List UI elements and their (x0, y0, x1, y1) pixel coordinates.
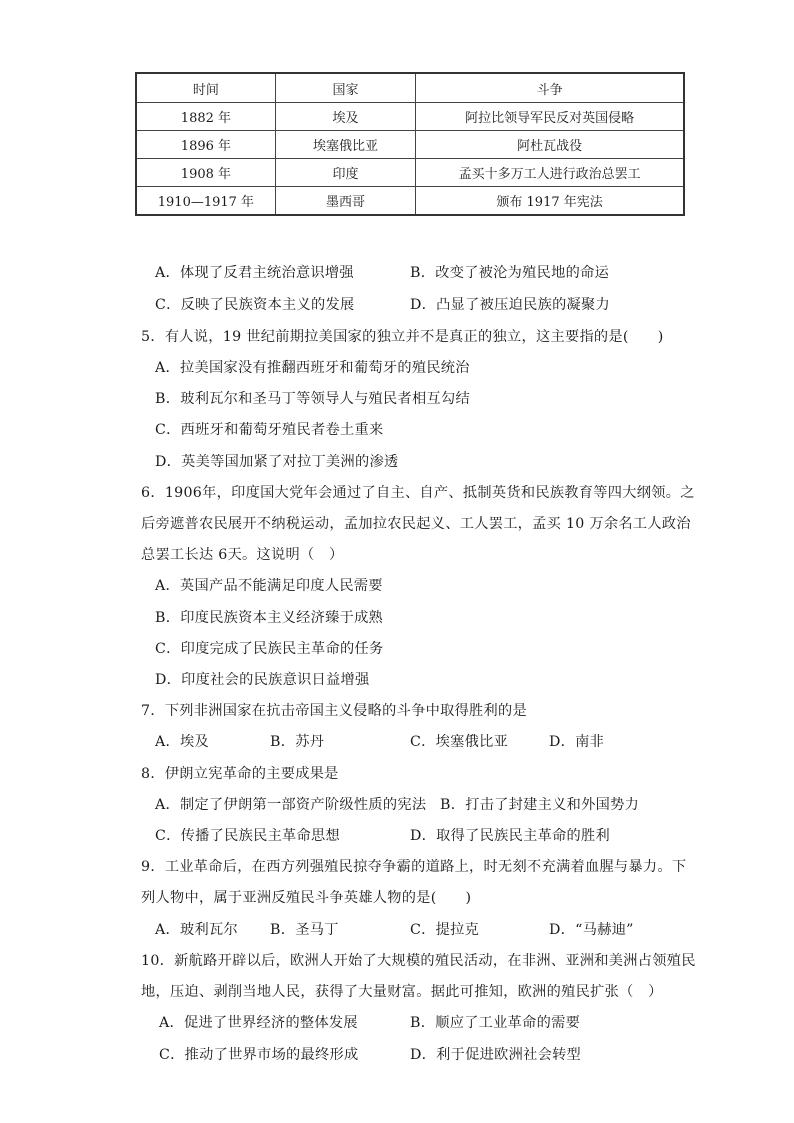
q6-option-a[interactable]: A．英国产品不能满足印度人民需要 (155, 578, 383, 594)
q9-stem-line1: 9．工业革命后，在西方列强殖民掠夺争霸的道路上，时无刻不充满着血腥与暴力。下 (141, 859, 687, 875)
q6-option-b[interactable]: B．印度民族资本主义经济臻于成熟 (155, 610, 384, 626)
q10-option-c[interactable]: C．推动了世界市场的最终形成 (159, 1047, 359, 1063)
header-struggle: 斗争 (416, 73, 684, 103)
cell-struggle: 孟买十多万工人进行政治总罢工 (416, 159, 684, 187)
q5-option-b[interactable]: B．玻利瓦尔和圣马丁等领导人与殖民者相互勾结 (155, 391, 470, 407)
q6-option-c[interactable]: C．印度完成了民族民主革命的任务 (155, 641, 384, 657)
table-row (136, 103, 684, 131)
q9-option-b[interactable]: B．圣马丁 (270, 922, 339, 938)
q9-stem-line2: 列人物中，属于亚洲反殖民斗争英雄人物的是( ) (141, 890, 472, 906)
q10-stem-line1: 10．新航路开辟以后，欧洲人开始了大规模的殖民活动，在非洲、亚洲和美洲占领殖民 (141, 953, 696, 969)
q5-option-d[interactable]: D．英美等国加紧了对拉丁美洲的渗透 (155, 454, 399, 470)
q8-stem: 8．伊朗立宪革命的主要成果是 (141, 766, 339, 782)
q7-option-b[interactable]: B．苏丹 (270, 734, 325, 750)
cell-struggle: 阿拉比领导军民反对英国侵略 (416, 103, 684, 131)
q6-option-d[interactable]: D．印度社会的民族意识日益增强 (155, 672, 370, 688)
q8-option-b[interactable]: B．打击了封建主义和外国势力 (440, 797, 640, 813)
q4-option-c[interactable]: C．反映了民族资本主义的发展 (155, 297, 355, 313)
q10-stem-line2: 地，压迫、剥削当地人民，获得了大量财富。据此可推知，欧洲的殖民扩张（ ） (141, 984, 663, 1000)
q7-option-d[interactable]: D．南非 (549, 734, 605, 750)
cell-struggle: 颁布 1917 年宪法 (416, 187, 684, 216)
q8-option-d[interactable]: D．取得了民族民主革命的胜利 (410, 828, 611, 844)
q5-option-c[interactable]: C．西班牙和葡萄牙殖民者卷土重来 (155, 422, 384, 438)
cell-country: 埃及 (275, 103, 415, 131)
cell-time: 1910—1917 年 (136, 187, 275, 216)
q4-option-a[interactable]: A．体现了反君主统治意识增强 (155, 265, 354, 281)
history-events-table (135, 72, 685, 216)
q9-option-d[interactable]: D．“马赫迪” (549, 922, 634, 938)
cell-time: 1908 年 (136, 159, 275, 187)
q8-option-c[interactable]: C．传播了民族民主革命思想 (155, 828, 341, 844)
q9-option-c[interactable]: C．提拉克 (410, 922, 480, 938)
q6-stem-line2: 后旁遮普农民展开不纳税运动，孟加拉农民起义、工人罢工，孟买 10 万余名工人政治 (141, 516, 691, 532)
table-row (136, 131, 684, 159)
q10-option-d[interactable]: D．利于促进欧洲社会转型 (410, 1047, 582, 1063)
q6-stem-line3: 总罢工长达 6天。这说明（ ） (141, 547, 344, 563)
q5-stem: 5．有人说，19 世纪前期拉美国家的独立并不是真正的独立，这主要指的是( ) (141, 329, 664, 345)
q5-option-a[interactable]: A．拉美国家没有推翻西班牙和葡萄牙的殖民统治 (155, 360, 470, 376)
q4-option-d[interactable]: D．凸显了被压迫民族的凝聚力 (410, 297, 611, 313)
q9-option-a[interactable]: A．玻利瓦尔 (155, 922, 238, 938)
q6-stem-line1: 6．1906年，印度国大党年会通过了自主、自产、抵制英货和民族教育等四大纲领。之 (141, 485, 695, 501)
q7-stem: 7．下列非洲国家在抗击帝国主义侵略的斗争中取得胜利的是 (141, 703, 528, 719)
cell-country: 墨西哥 (275, 187, 415, 216)
cell-struggle: 阿杜瓦战役 (416, 131, 684, 159)
cell-country: 埃塞俄比亚 (275, 131, 415, 159)
cell-time: 1882 年 (136, 103, 275, 131)
header-time: 时间 (136, 73, 275, 103)
q4-option-b[interactable]: B．改变了被沦为殖民地的命运 (410, 265, 610, 281)
q10-option-a[interactable]: A．促进了世界经济的整体发展 (159, 1015, 358, 1031)
table-header-row (136, 73, 684, 103)
table-row (136, 187, 684, 216)
q7-option-c[interactable]: C．埃塞俄比亚 (410, 734, 509, 750)
q7-option-a[interactable]: A．埃及 (155, 734, 210, 750)
q8-option-a[interactable]: A．制定了伊朗第一部资产阶级性质的宪法 (155, 797, 427, 813)
q10-option-b[interactable]: B．顺应了工业革命的需要 (410, 1015, 581, 1031)
cell-time: 1896 年 (136, 131, 275, 159)
table-row (136, 159, 684, 187)
header-country: 国家 (275, 73, 415, 103)
cell-country: 印度 (275, 159, 415, 187)
